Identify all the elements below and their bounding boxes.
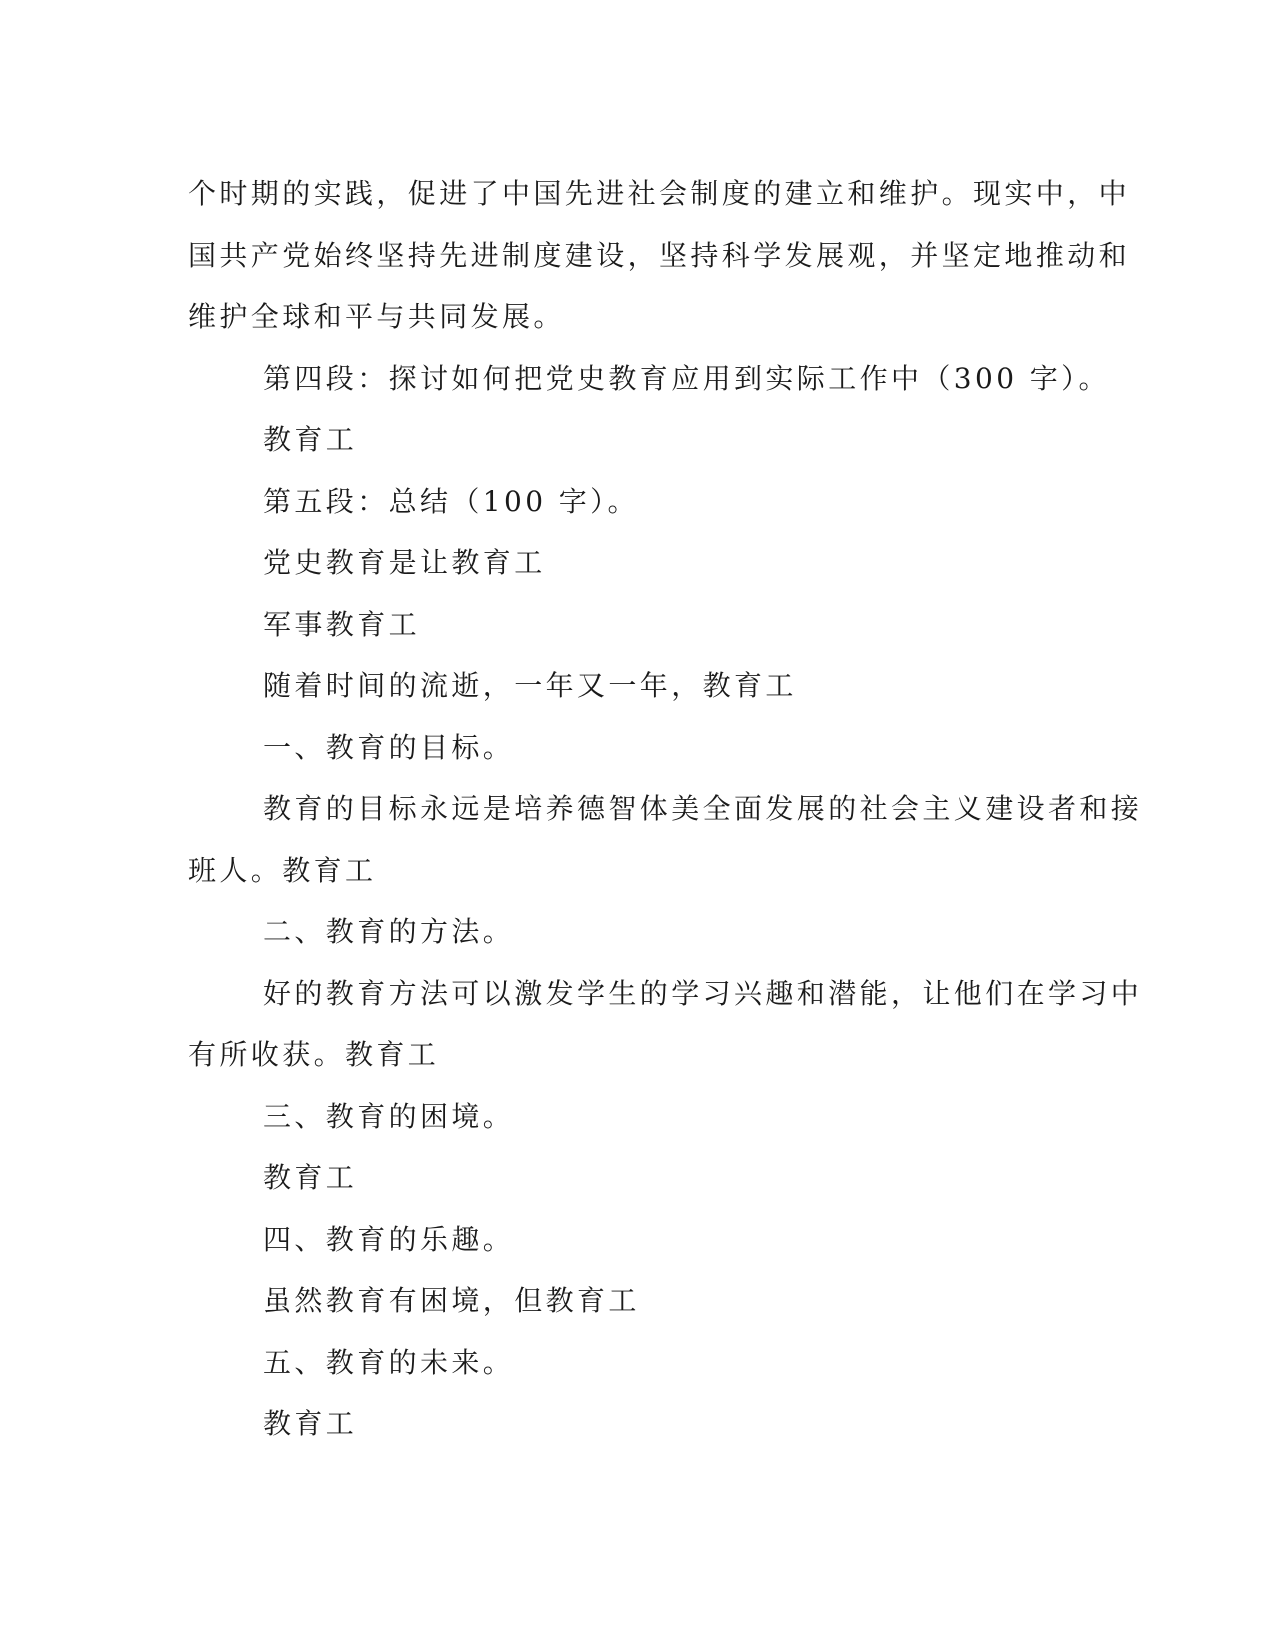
paragraph-line: 教育工 <box>263 423 358 456</box>
list-heading-3: 三、教育的困境。 <box>263 1099 515 1133</box>
paragraph-line: 好的教育方法可以激发学生的学习兴趣和潜能，让他们在学习中 <box>263 976 1143 1010</box>
paragraph-line: 党史教育是让教育工 <box>263 546 546 579</box>
list-heading-1: 一、教育的目标。 <box>263 730 515 764</box>
document-body <box>188 163 1143 1455</box>
list-heading-5: 五、教育的未来。 <box>263 1345 515 1379</box>
list-heading-4: 四、教育的乐趣。 <box>263 1222 515 1256</box>
paragraph-line: 随着时间的流逝，一年又一年，教育工 <box>263 669 797 702</box>
paragraph-line: 国共产党始终坚持先进制度建设，坚持科学发展观，并坚定地推动和 <box>188 238 1131 272</box>
list-heading-2: 二、教育的方法。 <box>263 915 515 948</box>
paragraph-line: 教育工 <box>263 1161 358 1194</box>
paragraph-line: 教育工 <box>263 1407 358 1440</box>
paragraph-line: 军事教育工 <box>263 607 421 641</box>
paragraph-line: 维护全球和平与共同发展。 <box>188 300 565 333</box>
paragraph-line: 班人。教育工 <box>188 853 377 887</box>
paragraph-line: 有所收获。教育工 <box>188 1038 440 1071</box>
paragraph-line: 教育的目标永远是培养德智体美全面发展的社会主义建设者和接 <box>263 792 1143 825</box>
paragraph-line: 虽然教育有困境，但教育工 <box>263 1284 640 1317</box>
section-heading-4: 第四段：探讨如何把党史教育应用到实际工作中（300 字）。 <box>263 361 1110 395</box>
section-heading-5: 第五段：总结（100 字）。 <box>263 484 639 518</box>
paragraph-line: 个时期的实践，促进了中国先进社会制度的建立和维护。现实中，中 <box>188 177 1131 210</box>
